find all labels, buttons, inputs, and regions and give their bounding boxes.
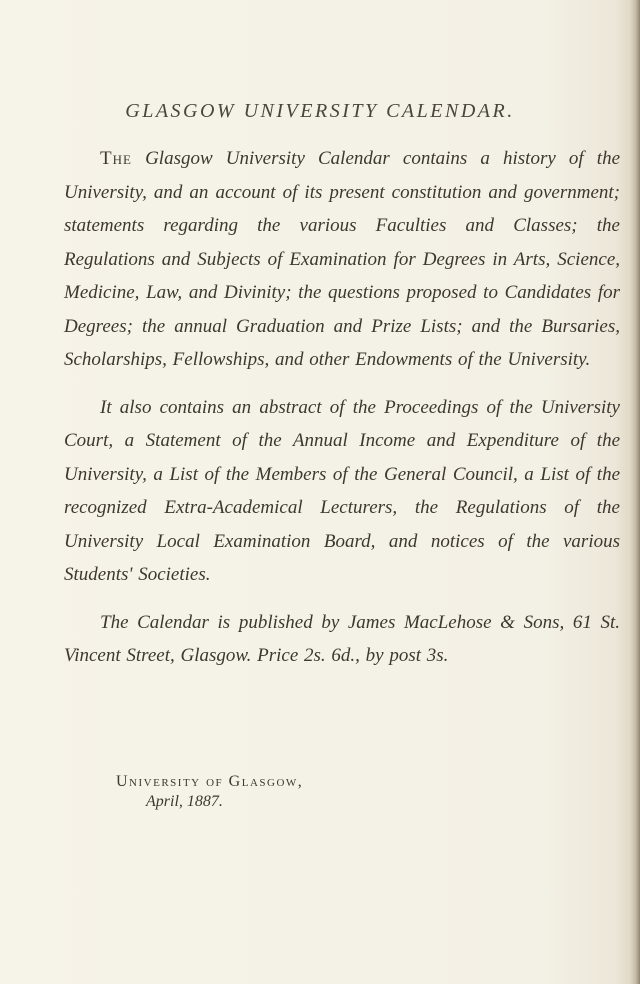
paragraph-1: [64, 142, 620, 377]
paragraph-1-text: Glasgow University Calendar contains a history of the University, and an account of its present constitution and government; statements regarding the various Faculties and Classes; the Regulations and Subjects of Examination for Degrees in Arts, Science, Medicine, Law, and Divinity; the questions proposed to Candidates for Degrees; the annual Graduation and Prize Lists; and the Bursaries, Scholarships, Fellowships, and other Endowments of the University.: [64, 148, 621, 370]
paragraph-1-lead: The: [100, 148, 132, 169]
page-title: GLASGOW UNIVERSITY CALENDAR.: [125, 100, 515, 122]
document-body: [64, 142, 620, 673]
signoff: [116, 772, 303, 812]
page-edge-shadow: [630, 0, 640, 984]
signoff-organization: University of Glasgow,: [116, 773, 304, 790]
signoff-date: April, 1887.: [146, 793, 223, 810]
paragraph-2: It also contains an abstract of the Proceedings of the University Court, a Statement of the Annual Income and Expenditure of the University, a List of the Members of the General Council, a List of the recognized Extra-Academical Lecturers, the Regulations of the University Local Examination Board, and notices of the various Students' Societies.: [64, 396, 620, 585]
paragraph-3: The Calendar is published by James MacLehose & Sons, 61 St. Vincent Street, Glasgow. Price 2s. 6d., by post 3s.: [64, 611, 620, 666]
